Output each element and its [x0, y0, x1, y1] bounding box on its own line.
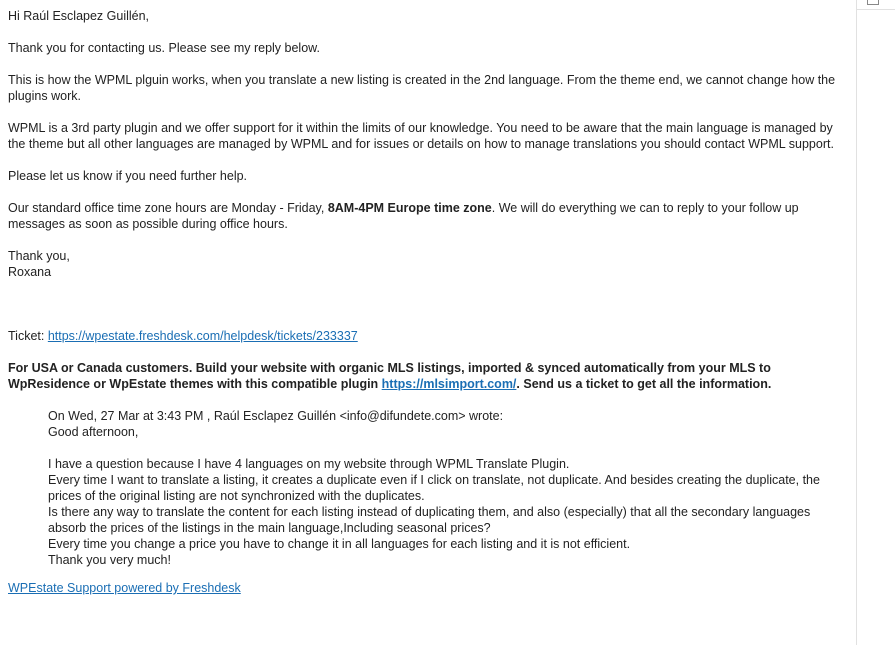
spacer — [8, 296, 848, 328]
office-hours-prefix: Our standard office time zone hours are Monday - Friday, — [8, 201, 328, 215]
office-hours-bold: 8AM-4PM Europe time zone — [327, 201, 492, 215]
mlsimport-link[interactable]: https://mlsimport.com/ — [381, 377, 517, 391]
quoted-line-3: Is there any way to translate the content for each listing instead of duplicating them, and also (especially) that all the secondary languages absorb the prices of the listings in the main language,Including seasonal prices? — [48, 505, 811, 535]
ticket-line — [8, 328, 848, 344]
quoted-greeting: Good afternoon, — [48, 425, 139, 439]
quoted-line-2: Every time I want to translate a listing, it creates a duplicate even if I click on translate, not duplicate. And besides creating the duplicate, the prices of the original listing are not synchronized with the duplicates. — [48, 473, 820, 503]
office-hours-suffix: . We will do everything we can to reply to your follow up messages as soon as possible during office hours. — [8, 201, 799, 231]
reply-paragraph-1: This is how the WPML plguin works, when you translate a new listing is created in the 2nd language. From the theme end, we cannot change how the plugins work. — [8, 73, 836, 103]
promo-body: For USA or Canada customers. Build your website with organic MLS listings, imported & synced automatically from your MLS to WpResidence or WpEstate themes with this compatible plugin — [8, 361, 771, 391]
ticket-label: Ticket: — [8, 329, 48, 343]
intro-text: Thank you for contacting us. Please see my reply below. — [8, 41, 320, 55]
quoted-header: On Wed, 27 Mar at 3:43 PM , Raúl Esclapez Guillén <info@difundete.com> wrote: — [48, 409, 504, 423]
signature: Roxana — [8, 265, 52, 279]
promo-suffix: . Send us a ticket to get all the information. — [516, 377, 772, 391]
quoted-message — [48, 408, 848, 568]
greeting: Hi Raúl Esclapez Guillén, — [8, 9, 150, 23]
signoff: Thank you, — [8, 249, 70, 263]
pane-toolbar-icon[interactable] — [867, 0, 879, 5]
footer — [8, 580, 848, 596]
right-side-pane — [856, 0, 895, 645]
promo-text — [8, 360, 848, 392]
freshdesk-footer-link[interactable]: WPEstate Support powered by Freshdesk — [8, 581, 241, 595]
pane-divider — [857, 9, 895, 10]
office-hours-text — [8, 200, 848, 232]
reply-paragraph-2: WPML is a 3rd party plugin and we offer support for it within the limits of our knowledge. You need to be aware that the main language is managed by the theme but all other languages are managed by WPML and for issues or details on how to manage translations you should contact WPML support. — [8, 121, 834, 151]
ticket-link[interactable]: https://wpestate.freshdesk.com/helpdesk/tickets/233337 — [47, 329, 358, 343]
quoted-line-1: I have a question because I have 4 languages on my website through WPML Translate Plugin. — [48, 457, 570, 471]
email-body — [8, 8, 848, 596]
reply-paragraph-3: Please let us know if you need further help. — [8, 169, 248, 183]
quoted-line-4: Every time you change a price you have to change it in all languages for each listing and it is not efficient. — [48, 537, 631, 551]
quoted-line-5: Thank you very much! — [48, 553, 171, 567]
quoted-blank-line — [48, 440, 848, 456]
